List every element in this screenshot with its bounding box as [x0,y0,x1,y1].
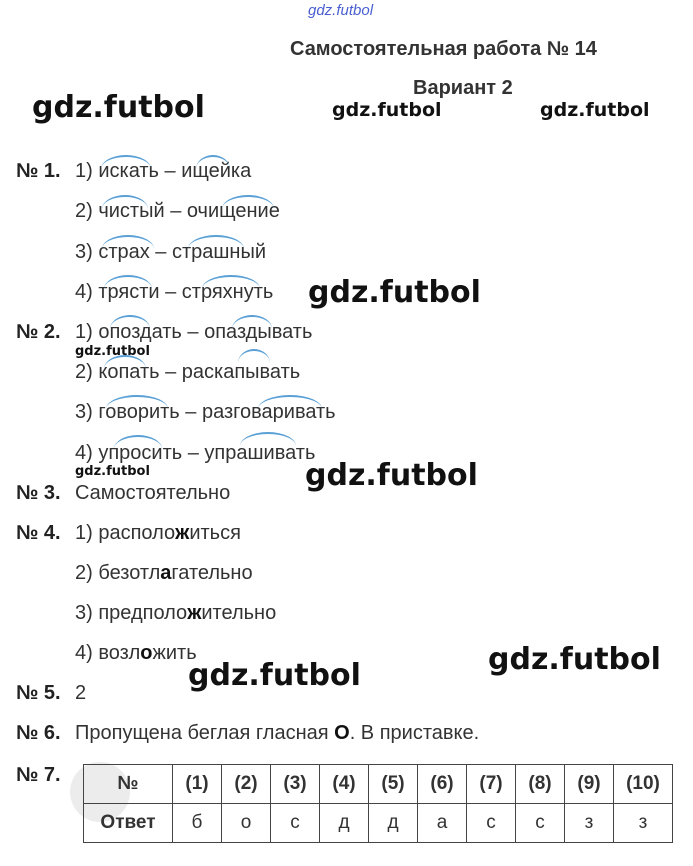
task-3-text: Самостоятельно [75,482,231,504]
task-4-item: 2) безотлагательно [75,562,253,584]
table-answer-cell: с [271,804,320,843]
page-title: Самостоятельная работа № 14 [290,38,597,60]
task-1-item: 3) страх – страшный [75,241,267,263]
table-number-cell: (10) [614,765,673,804]
watermark: gdz.futbol [32,90,205,125]
task-3-label: № 3. [16,482,61,504]
root-arc [238,349,270,363]
task-1-item: 4) трясти – стряхнуть [75,281,274,303]
watermark-top: gdz.futbol [308,2,374,19]
task-6-label: № 6. [16,722,61,744]
watermark: gdz.futbol [75,464,150,479]
task-4-item: 3) предположительно [75,602,277,624]
variant-title: Вариант 2 [413,77,513,99]
root-arc [232,315,272,329]
table-answer-cell: з [565,804,614,843]
root-arc [188,235,244,249]
watermark: gdz.futbol [488,642,661,677]
task-4-item: 4) возложить [75,642,197,664]
answer-table [83,764,673,843]
task-5-label: № 5. [16,682,61,704]
table-answer-cell: с [467,804,516,843]
task-4-label: № 4. [16,522,61,544]
task-2-label: № 2. [16,321,61,343]
table-number-cell: (4) [320,765,369,804]
watermark: gdz.futbol [308,275,481,310]
table-answer-cell: о [222,804,271,843]
root-arc [104,275,152,289]
task-4-item: 1) расположиться [75,522,241,544]
table-answer-cell: с [516,804,565,843]
task-2-item: 3) говорить – разговаривать [75,401,336,423]
table-number-cell: (8) [516,765,565,804]
root-arc [258,395,322,409]
root-arc [222,195,274,209]
table-answer-label: Ответ [84,804,173,843]
root-arc [114,435,162,449]
table-header-cell: № [84,765,173,804]
table-number-cell: (5) [369,765,418,804]
task-1-item: 2) чистый – очищение [75,200,280,222]
watermark: gdz.futbol [75,344,150,359]
table-number-cell: (9) [565,765,614,804]
table-answer-cell: д [369,804,418,843]
table-answer-cell: б [173,804,222,843]
table-number-cell: (2) [222,765,271,804]
root-arc [102,195,148,209]
root-arc [240,432,296,446]
root-arc [202,275,260,289]
root-arc [102,235,154,249]
table-row [84,765,673,804]
root-arc [196,155,230,169]
task-5-text: 2 [75,682,87,704]
table-answer-cell: а [418,804,467,843]
task-2-item: 2) копать – раскапывать [75,361,301,383]
root-arc [101,155,151,169]
table-answer-cell: д [320,804,369,843]
task-2-item: 4) упросить – упрашивать [75,442,316,464]
task-6-text: Пропущена беглая гласная О. В приставке. [75,722,480,744]
table-answer-cell: з [614,804,673,843]
table-row [84,804,673,843]
root-arc [106,395,168,409]
task-1-item: 1) искать – ищейка [75,160,252,182]
watermark: gdz.futbol [332,99,442,121]
task-7-label: № 7. [16,764,61,786]
watermark: gdz.futbol [540,99,650,121]
task-2-item: 1) опоздать – опаздывать [75,321,313,343]
watermark: gdz.futbol [188,658,361,693]
table-number-cell: (6) [418,765,467,804]
table-number-cell: (1) [173,765,222,804]
task-1-label: № 1. [16,160,61,182]
table-number-cell: (3) [271,765,320,804]
watermark: gdz.futbol [305,458,478,493]
root-arc [110,315,150,329]
table-number-cell: (7) [467,765,516,804]
